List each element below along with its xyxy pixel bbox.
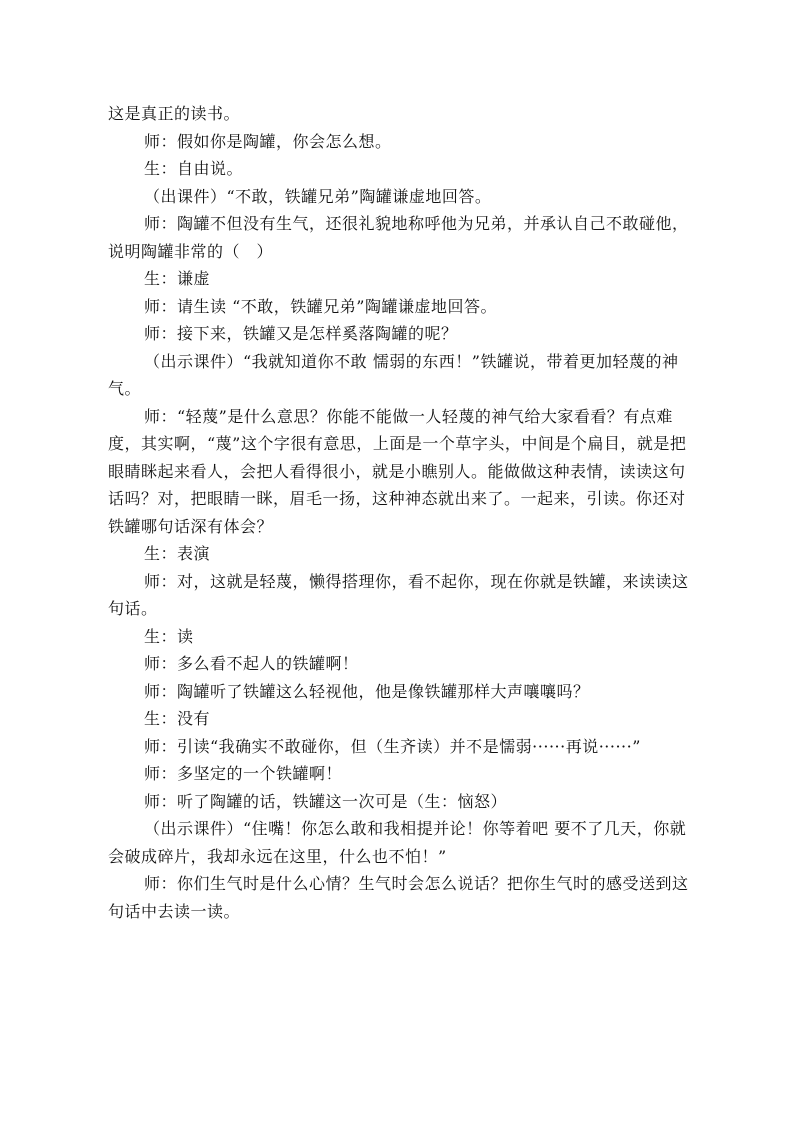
paragraph: 师：引读“我确实不敢碰你，但（生齐读）并不是懦弱······再说······” (144, 736, 641, 756)
paragraph: 师：请生读 “不敢，铁罐兄弟”陶罐谦虚地回答。 (144, 296, 497, 316)
paragraph: （出课件）“不敢，铁罐兄弟”陶罐谦虚地回答。 (144, 186, 492, 206)
paragraph: 师：假如你是陶罐，你会怎么想。 (144, 131, 392, 151)
document-body (108, 100, 694, 925)
paragraph: 师：多么看不起人的铁罐啊！ (144, 654, 359, 673)
paragraph: 生：谦虚 (144, 269, 211, 288)
paragraph: 生：表演 (144, 544, 211, 563)
paragraph: 师：接下来，铁罐又是怎样奚落陶罐的呢？ (144, 324, 458, 343)
paragraph: 生：没有 (144, 709, 211, 728)
paragraph: 师：陶罐听了铁罐这么轻视他，他是像铁罐那样大声嚷嚷吗？ (144, 681, 590, 701)
paragraph: 师：“轻蔑”是什么意思？你能不能做一人轻蔑的神气给大家看看？有点难度，其实啊，“蔑”这个字很有意思，上面是一个草字头，中间是个扁目，就是把眼睛眯起来看人，会把人看得很小，就是小瞧别人。能做做这种表情，读读这句话吗？对，把眼睛一眯，眉毛一扬，这种神态就出来了。一起来，引读。你还对铁罐哪句话深有体会？ (108, 406, 687, 536)
paragraph: （出示课件）“我就知道你不敢 懦弱的东西！”铁罐说，带着更加轻蔑的神气。 (108, 351, 679, 398)
paragraph: 这是真正的读书。 (108, 104, 241, 123)
paragraph: 师：陶罐不但没有生气，还很礼貌地称呼他为兄弟，并承认自己不敢碰他，说明陶罐非常的（ ） (108, 214, 689, 261)
paragraph: （出示课件）“住嘴！你怎么敢和我相提并论！你等着吧 要不了几天，你就会破成碎片，我却永远在这里，什么也不怕！” (108, 819, 687, 866)
paragraph: 师：听了陶罐的话，铁罐这一次可是（生：恼怒） (144, 791, 508, 811)
paragraph: 师：你们生气时是什么心情？生气时会怎么说话？把你生气时的感受送到这句话中去读一读。 (108, 874, 689, 921)
paragraph: 生：读 (144, 626, 194, 646)
paragraph: 师：对，这就是轻蔑，懒得搭理你，看不起你，现在你就是铁罐，来读读这句话。 (108, 571, 689, 618)
paragraph: 师：多坚定的一个铁罐啊！ (144, 764, 343, 783)
paragraph: 生：自由说。 (144, 159, 244, 178)
